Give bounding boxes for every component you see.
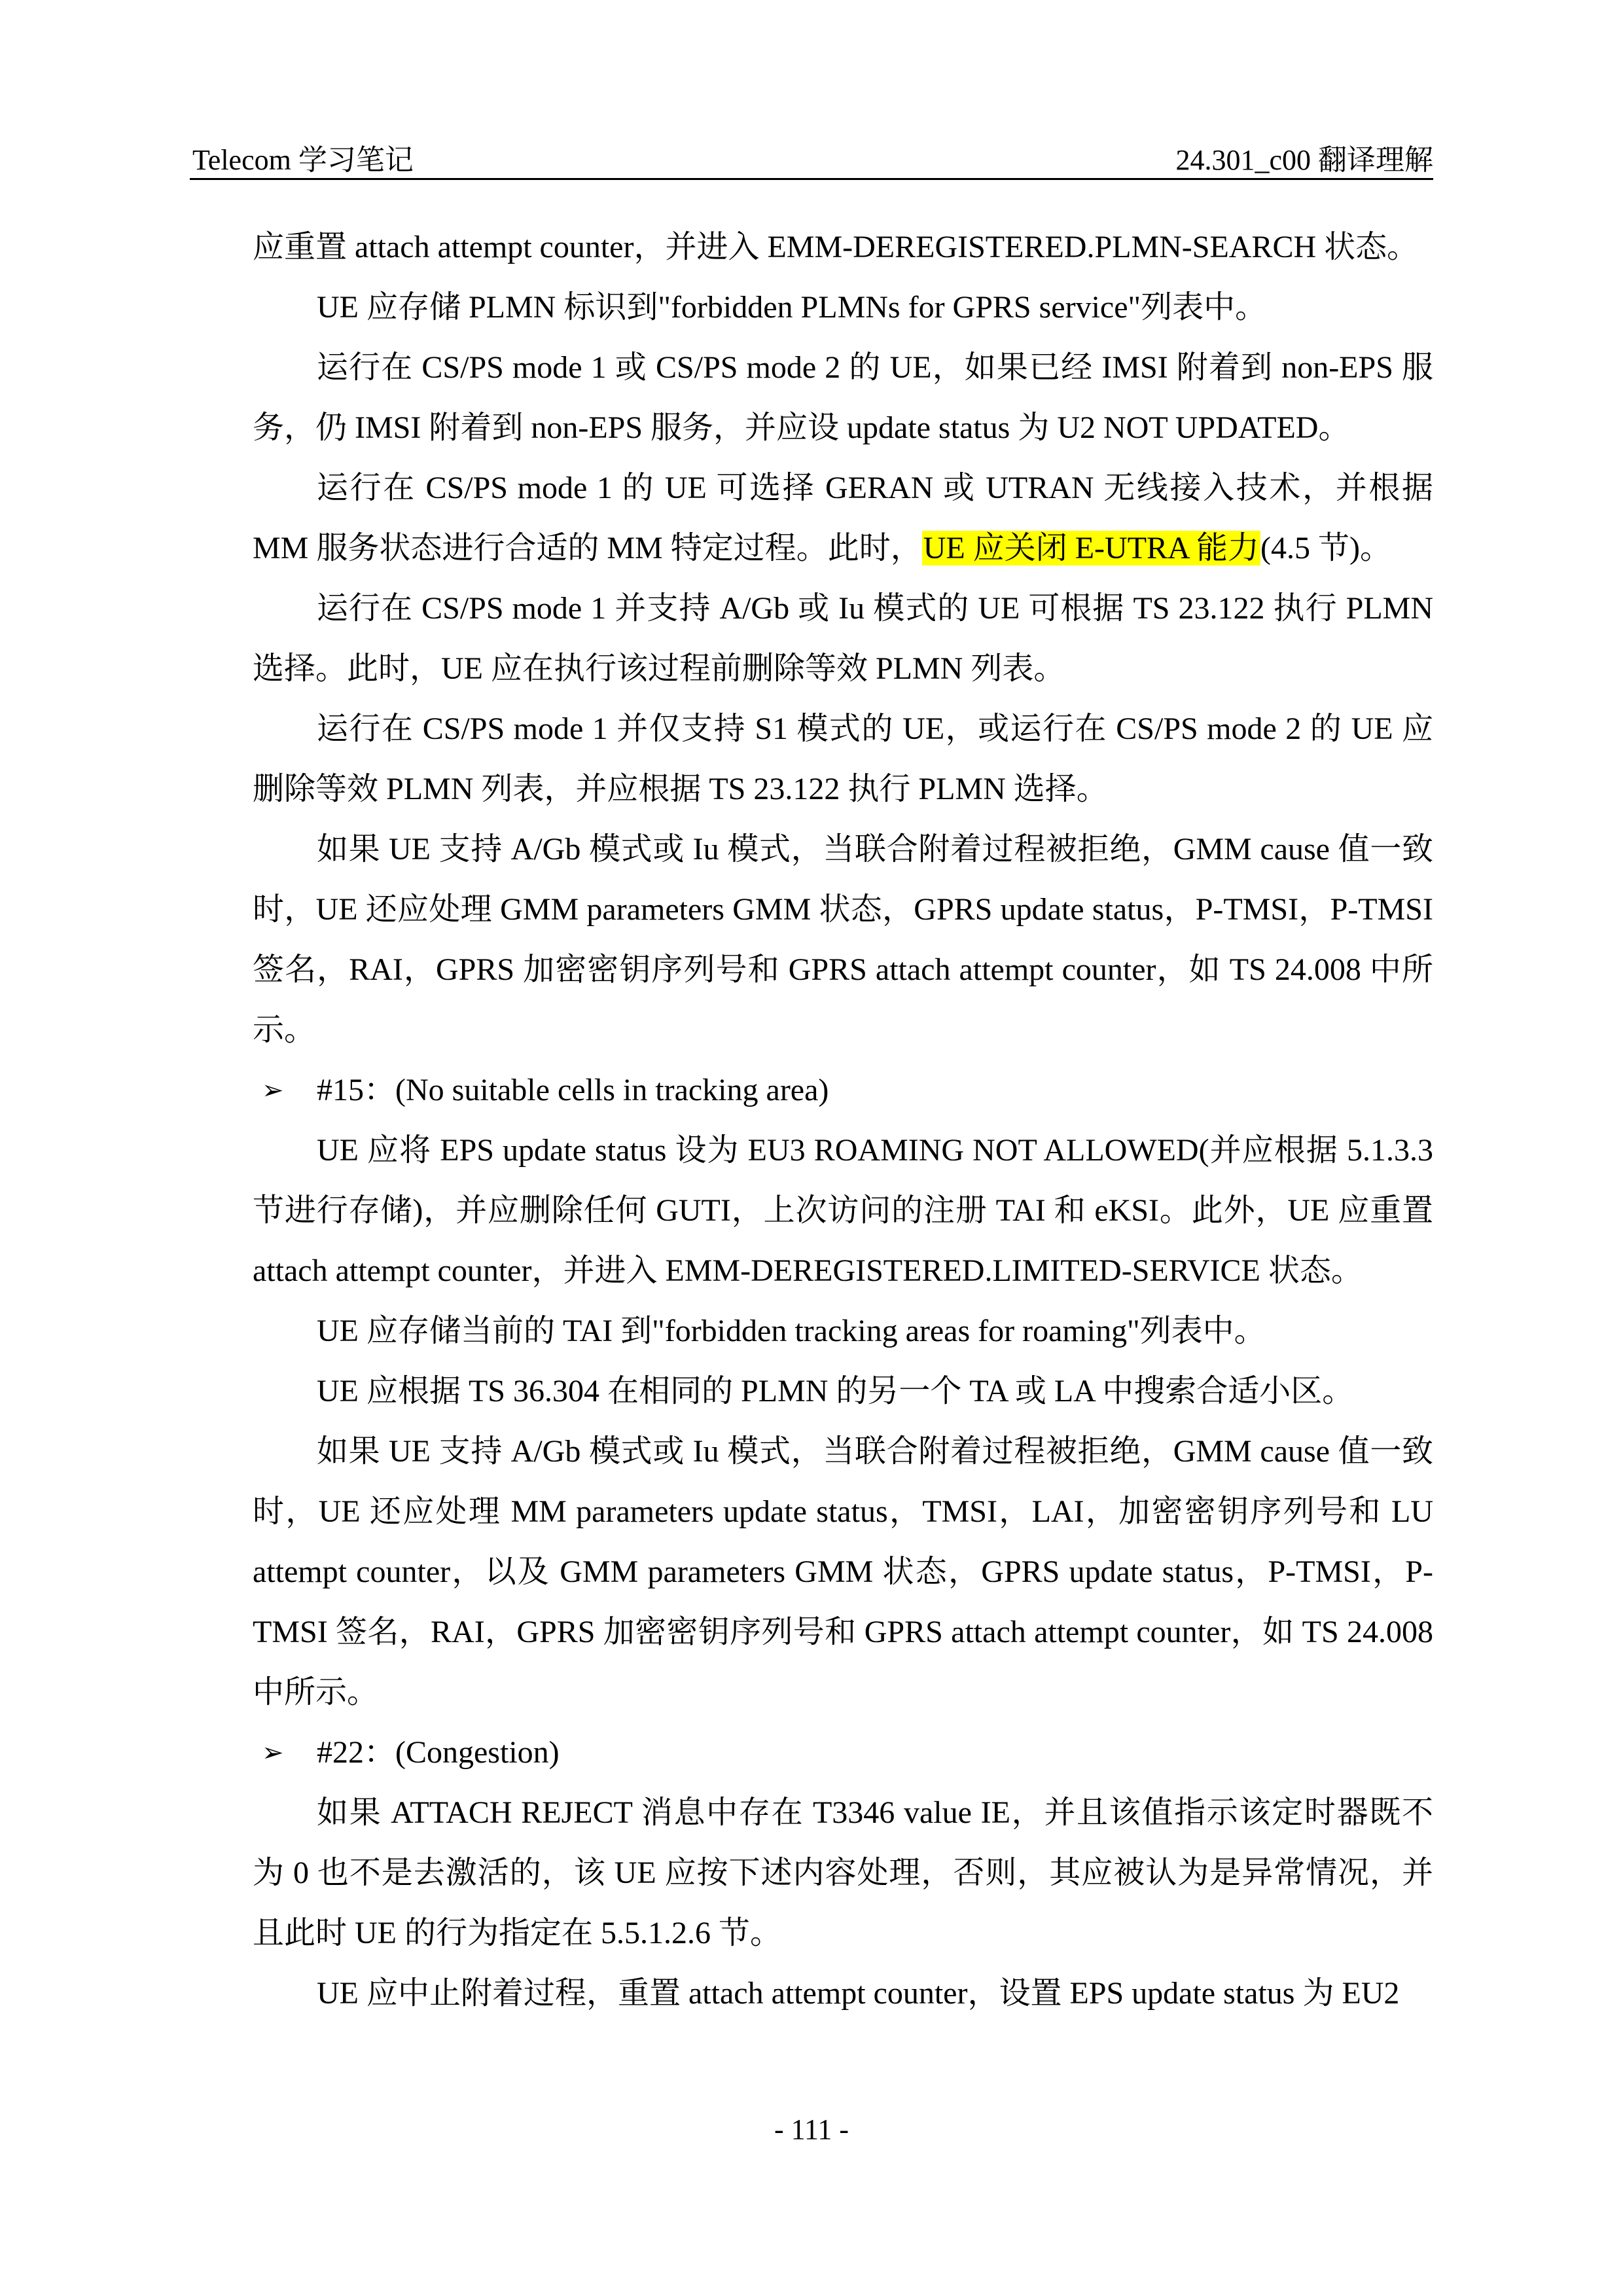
paragraph-with-highlight — [253, 458, 1433, 579]
bullet-text: #15：(No suitable cells in tracking area) — [317, 1073, 829, 1107]
header-doc-id: 24.301_c00 翻译理解 — [1175, 144, 1433, 176]
bullet-item — [253, 1723, 1433, 1783]
document-body — [253, 217, 1433, 2024]
paragraph: 运行在 CS/PS mode 1 或 CS/PS mode 2 的 UE，如果已经 IMSI 附着到 non-EPS 服务，仍 IMSI 附着到 non-EPS 服务，并应设 update status 为 U2 NOT UPDATED。 — [253, 350, 1433, 445]
arrow-bullet-icon: ➢ — [262, 1075, 284, 1105]
paragraph: UE 应根据 TS 36.304 在相同的 PLMN 的另一个 TA 或 LA 中搜索合适小区。 — [317, 1374, 1354, 1408]
highlighted-text: UE 应关闭 E-UTRA 能力 — [923, 531, 1260, 565]
bullet-text: #22：(Congestion) — [317, 1735, 560, 1770]
paragraph: 如果 UE 支持 A/Gb 模式或 Iu 模式，当联合附着过程被拒绝，GMM cause 值一致时，UE 还应处理 GMM parameters GMM 状态，GPRS update status，P-TMSI，P-TMSI 签名，RAI，GPRS 加密密钥序列号和 GPRS attach attempt counter，如 TS 24.008 中所示。 — [253, 832, 1433, 1047]
paragraph: 如果 UE 支持 A/Gb 模式或 Iu 模式，当联合附着过程被拒绝，GMM cause 值一致时，UE 还应处理 MM parameters update status，TMSI，LAI，加密密钥序列号和 LU attempt counter，以及 GMM parameters GMM 状态，GPRS update status，P-TMSI，P-TMSI 签名，RAI，GPRS 加密密钥序列号和 GPRS attach attempt counter，如 TS 24.008 中所示。 — [253, 1434, 1433, 1710]
paragraph-text: 运行在 CS/PS mode 1 的 UE 可选择 GERAN 或 UTRAN 无线接入技术，并根据 MM 服务状态进行合适的 MM 特定过程。此时， — [253, 471, 1433, 565]
header-title: Telecom 学习笔记 — [192, 144, 414, 176]
paragraph: UE 应将 EPS update status 设为 EU3 ROAMING NOT ALLOWED(并应根据 5.1.3.3 节进行存储)，并应删除任何 GUTI，上次访问的注册 TAI 和 eKSI。此外，UE 应重置 attach attempt counter，并进入 EMM-DEREGISTERED.LIMITED-SERVICE 状态。 — [253, 1133, 1433, 1288]
paragraph: 应重置 attach attempt counter，并进入 EMM-DEREGISTERED.PLMN-SEARCH 状态。 — [253, 230, 1419, 264]
header-divider — [190, 178, 1433, 180]
bullet-item — [253, 1060, 1433, 1121]
paragraph-text: (4.5 节)。 — [1260, 531, 1392, 565]
paragraph: 如果 ATTACH REJECT 消息中存在 T3346 value IE，并且该值指示该定时器既不为 0 也不是去激活的，该 UE 应按下述内容处理，否则，其应被认为是异常情况，并且此时 UE 的行为指定在 5.5.1.2.6 节。 — [253, 1795, 1433, 1950]
paragraph: 运行在 CS/PS mode 1 并仅支持 S1 模式的 UE，或运行在 CS/PS mode 2 的 UE 应删除等效 PLMN 列表，并应根据 TS 23.122 执行 PLMN 选择。 — [253, 711, 1433, 806]
paragraph: 运行在 CS/PS mode 1 并支持 A/Gb 或 Iu 模式的 UE 可根据 TS 23.122 执行 PLMN 选择。此时，UE 应在执行该过程前删除等效 PLMN 列表。 — [253, 591, 1433, 686]
paragraph: UE 应存储当前的 TAI 到"forbidden tracking areas for roaming"列表中。 — [317, 1314, 1266, 1348]
arrow-bullet-icon: ➢ — [262, 1738, 284, 1768]
page-number: - 111 - — [774, 2113, 849, 2145]
paragraph: UE 应中止附着过程，重置 attach attempt counter，设置 EPS update status 为 EU2 — [317, 1976, 1400, 2011]
paragraph: UE 应存储 PLMN 标识到"forbidden PLMNs for GPRS service"列表中。 — [317, 290, 1267, 325]
page-header — [190, 128, 1433, 181]
